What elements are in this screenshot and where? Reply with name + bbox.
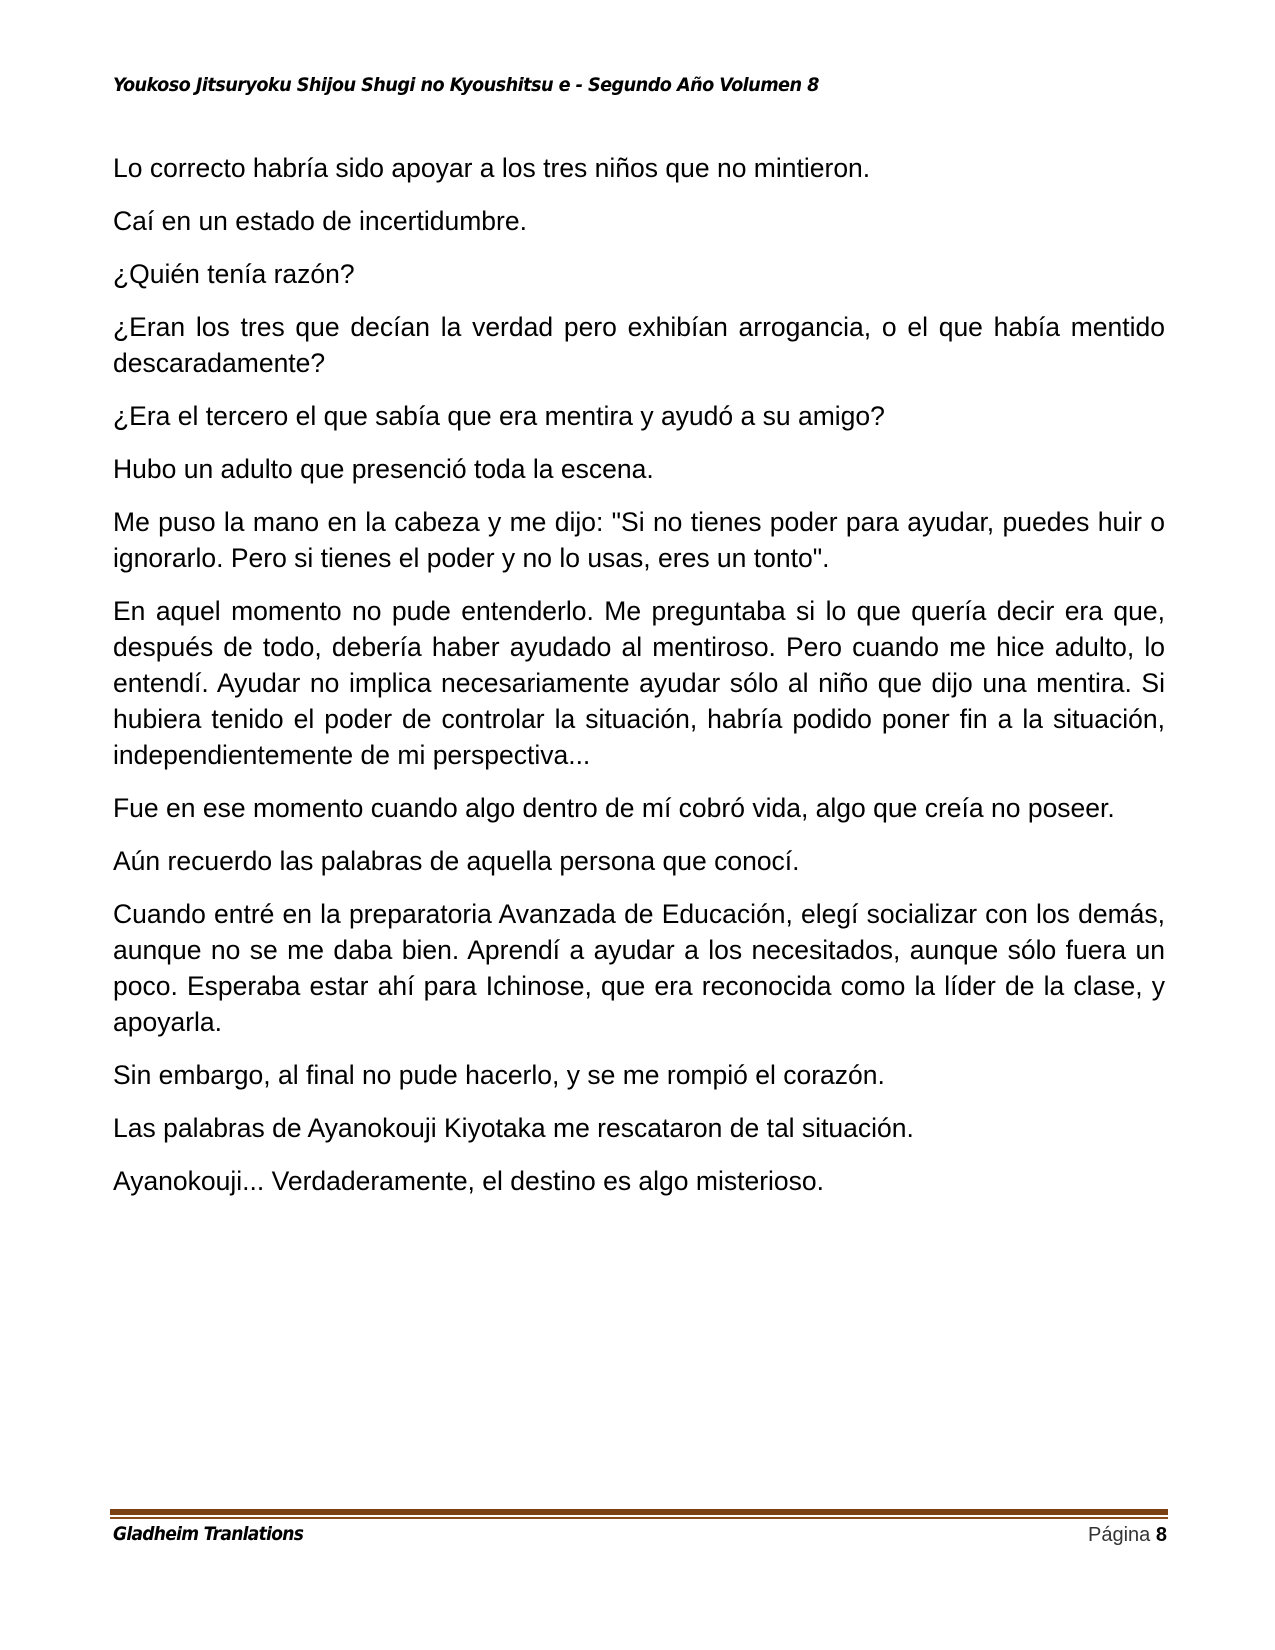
paragraph: Las palabras de Ayanokouji Kiyotaka me rescataron de tal situación.	[113, 1113, 914, 1143]
paragraph: Sin embargo, al final no pude hacerlo, y se me rompió el corazón.	[113, 1060, 885, 1090]
page-number	[1088, 1524, 1167, 1547]
paragraph: ¿Era el tercero el que sabía que era mentira y ayudó a su amigo?	[113, 401, 885, 431]
footer-rule-thin	[110, 1517, 1168, 1519]
page-label: Página	[1088, 1524, 1151, 1546]
paragraph: Hubo un adulto que presenció toda la escena.	[113, 454, 654, 484]
paragraph: Me puso la mano en la cabeza y me dijo: "Si no tienes poder para ayudar, puedes huir o ignorarlo. Pero si tienes el poder y no lo usas, eres un tonto".	[113, 507, 1165, 573]
page-number-value: 8	[1155, 1524, 1167, 1546]
paragraph: Lo correcto habría sido apoyar a los tres niños que no mintieron.	[113, 153, 871, 183]
running-header: Youkoso Jitsuryoku Shijou Shugi no Kyoushitsu e - Segundo Año Volumen 8	[113, 74, 819, 96]
paragraph: Aún recuerdo las palabras de aquella persona que conocí.	[113, 846, 800, 876]
paragraph: Ayanokouji... Verdaderamente, el destino es algo misterioso.	[113, 1166, 825, 1196]
paragraph: Caí en un estado de incertidumbre.	[113, 206, 527, 236]
page-body	[113, 150, 1165, 1216]
paragraph: Cuando entré en la preparatoria Avanzada de Educación, elegí socializar con los demás, aunque no se me daba bien. Aprendí a ayudar a los necesitados, aunque sólo fuera un poco. Esperaba estar ahí para Ichinose, que era reconocida como la líder de la clase, y apoyarla.	[113, 899, 1165, 1037]
paragraph: ¿Eran los tres que decían la verdad pero exhibían arrogancia, o el que había mentido descaradamente?	[113, 312, 1165, 378]
footer-publisher: Gladheim Tranlations	[113, 1523, 304, 1545]
footer-rule	[110, 1509, 1168, 1515]
paragraph: ¿Quién tenía razón?	[113, 259, 355, 289]
paragraph: En aquel momento no pude entenderlo. Me preguntaba si lo que quería decir era que, después de todo, debería haber ayudado al mentiroso. Pero cuando me hice adulto, lo entendí. Ayudar no implica necesariamente ayudar sólo al niño que dijo una mentira. Si hubiera tenido el poder de controlar la situación, habría podido poner fin a la situación, independientemente de mi perspectiva...	[113, 596, 1165, 770]
paragraph: Fue en ese momento cuando algo dentro de mí cobró vida, algo que creía no poseer.	[113, 793, 1115, 823]
